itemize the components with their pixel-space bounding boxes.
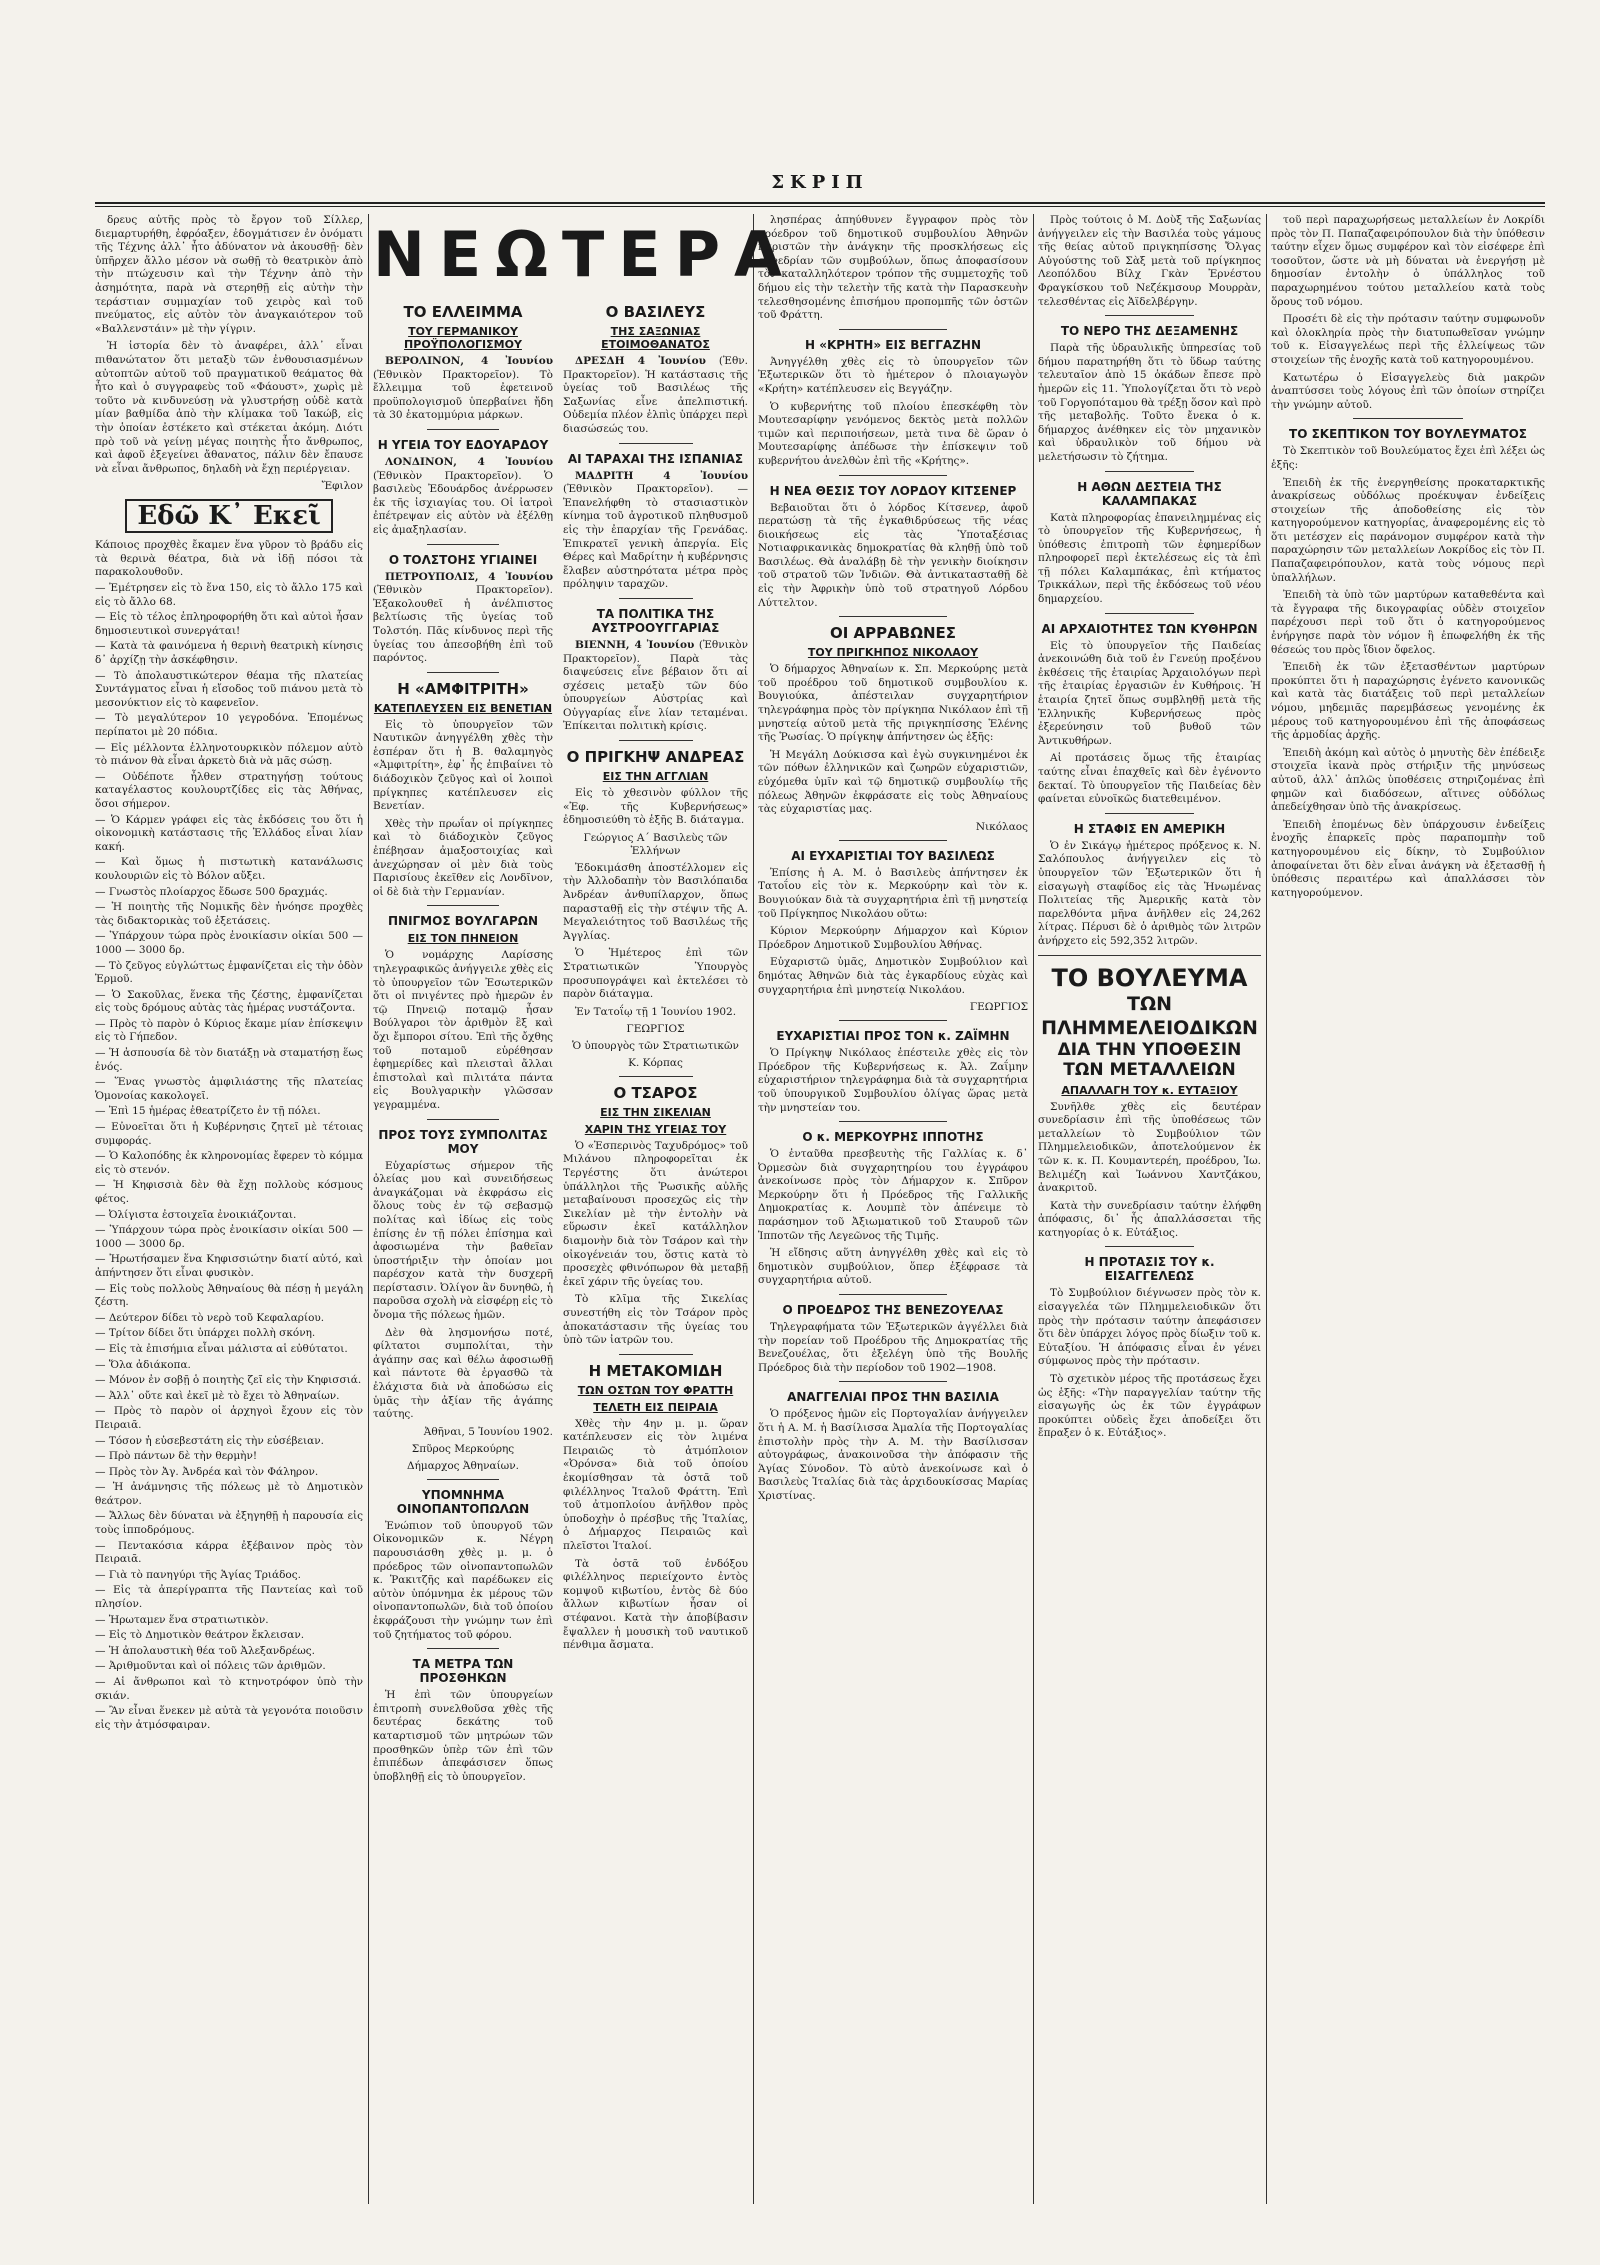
news-item: — Ὁ Κάρμεν γράφει εἰς τὰς ἐκδόσεις του ὅτι ἡ οἰκονομικὴ κατάστασις τῆς Ἑλλάδος εἶναι λίαν κακή. [95,813,363,853]
column-rule [1033,214,1034,2204]
article-headline: ΕΥΧΑΡΙΣΤΙΑΙ ΠΡΟΣ ΤΟΝ κ. ΖΑΪΜΗΝ [776,1029,1010,1044]
article-text: Εὐχαριστῶ ὑμᾶς, Δημοτικὸν Συμβούλιον καὶ δημότας Ἀθηνῶν διὰ τὰς ἐγκαρδίους εὐχὰς καὶ συγχαρητήρια ἐπὶ μνηστείᾳ Νικολάου. [758,956,1028,996]
article-text: Τὸ Σκεπτικὸν τοῦ Βουλεύματος ἔχει ἐπὶ λέξει ὡς ἑξῆς: [1271,445,1545,471]
news-item: — Ἡ Κηφισσιὰ δὲν θὰ ἔχῃ πολλοὺς κόσμους φέτος. [95,1179,363,1205]
divider [427,1119,499,1120]
article-headline: Ο κ. ΜΕΡΚΟΥΡΗΣ ΙΠΠΟΤΗΣ [802,1130,984,1145]
news-item: — Δεύτερον δίδει τὸ νερὸ τοῦ Κεφαλαρίου. [95,1311,325,1324]
article-text: (Ἐθνικὸν Πρακτορεῖον). Ὁ βασιλεὺς Ἐδουάρδος ἀνέρρωσεν ἐκ τῆς ἰσχιαγίας του. Οἱ ἰατροὶ ἐπέτρεψαν εἰς αὐτὸν νὰ ἐξέλθῃ εἰς ἀμαξηλασίαν. [373,469,553,536]
news-item: — Ὑπάρχουν τώρα πρὸς ἐνοικίασιν οἰκίαι 500 — 1000 — 3000 δρ. [95,1224,363,1250]
divider [839,616,947,617]
article-text: Εὐχαρίστως σήμερον τῆς ὀλείας μου καὶ συνειδήσεως ἀναγκάζομαι νὰ ἐκφράσω εἰς ὅλους τοὺς ἐν τῷ σεβασμῷ πολίτας καὶ ἰδίως εἰς τοὺς ἐπίσης ἐν τῇ πόλει ἐπίσημα καὶ ἀφοσιωμένα τὴν βαθεῖαν ὑποστήριξιν τὴν ὁποίαν μοι παρέσχον κατὰ τὴν δυσχερῆ περίστασιν. Ὀλίγον ἂν δυνηθῶ, ἡ παροῦσα σχολὴ νὰ εἰσφέρῃ εἰς τὸ ὄνομα τῆς πόλεως ἡμῶν. [373,1159,553,1322]
article-headline: ΠΝΙΓΜΟΣ ΒΟΥΛΓΑΡΩΝ [387,914,538,929]
article-text: Κατωτέρω ὁ Εἰσαγγελεὺς διὰ μακρῶν ἀναπτύσσει τοὺς λόγους ἐπὶ τῶν ὁποίων στηρίζει τὴν γνώμην αὐτοῦ. [1271,371,1545,411]
divider [1105,315,1194,316]
article-text: Ἡ Μεγάλη Δούκισσα καὶ ἐγὼ συγκινημένοι ἐκ τῶν πόθων ἐλληνικῶν καὶ ζωηρῶν εὐχαριστιῶν, εὐχόμεθα ὑμῖν καὶ τῷ δημοτικῷ συμβουλίῳ τῆς πόλεως Ἀθηνῶν ἐκφράσατε εἰς τοὺς Ἀθηναίους τὰς εὐχαριστίας μας. [758,748,1028,816]
newspaper-page [95,172,1545,2210]
article-text: Ἐπειδὴ ἐκ τῶν ἐξετασθέντων μαρτύρων προκύπτει ὅτι ἡ παραχώρησις ἐγένετο κανονικῶς καὶ κατὰ τὰς διατάξεις τοῦ περὶ μεταλλείων νόμου, μηδεμιᾶς παρεμβάσεως γενομένης ἐκ μέρους τοῦ κατηγορουμένου ἐπὶ τῆς ἀποφάσεως τῆς ἁρμοδίας ἀρχῆς. [1271,661,1545,742]
article-subheadline: ΧΑΡΙΝ ΤΗΣ ΥΓΕΙΑΣ ΤΟΥ [584,1122,727,1136]
column-3 [563,214,748,2204]
news-item: — Τὸ μεγαλύτερον 10 γεγροδόνα. Ἐπομένως περίπατοι μὲ 20 πόδια. [95,712,363,738]
signature: Ἔφιλον [321,480,363,493]
article-text: Ὁ νομάρχης Λαρίσσης τηλεγραφικῶς ἀνήγγειλε χθὲς εἰς τὸ ὑπουργεῖον τῶν Ἐσωτερικῶν ὅτι οἱ πνιγέντες πρὸ ἡμερῶν ἐν τῷ Πηνειῷ ποταμῷ ἦσαν Βούλγαροι τὸν ἀριθμὸν ἓξ καὶ ὄχι ἔμποροι σίτου. Ἐπὶ τῆς ὄχθης τοῦ ποταμοῦ εὑρέθησαν ἐφημερίδες καὶ πλεισταὶ ἄλλαι ἐπιστολαὶ καὶ πιλιτάτα πάντα εἰς Βουλγαρικὴν γλῶσσαν γεγραμμένα. [373,949,553,1111]
divider [1105,613,1194,614]
signature-title: Ὁ ὑπουργὸς τῶν Στρατιωτικῶν [572,1039,739,1052]
news-item: — Ἀριθμοῦνται καὶ οἱ πόλεις τῶν ἀριθμῶν. [95,1660,326,1673]
news-item: — Γιὰ τὸ πανηγύρι τῆς Ἁγίας Τριάδος. [95,1568,301,1581]
article-headline: Η ΜΕΤΑΚΟΜΙΔΗ [588,1361,723,1380]
article-text: Αἱ προτάσεις ὅμως τῆς ἑταιρίας ταύτης εἶναι ἐπαχθεῖς καὶ δὲν ἐγένοντο δεκταί. Τὸ ὑπουργεῖον τῆς Παιδείας δὲν φαίνεται εὐνοϊκῶς διατεθειμένον. [1038,752,1261,806]
article-text: Τὸ Συμβούλιον διέγνωσεν πρὸς τὸν κ. εἰσαγγελέα τῶν Πλημμελειοδικῶν ὅτι πρὸς τὴν πρότασιν ταύτην ἀπεφάσισεν ὅτι δὲν ὑπάρχει λόγος πρὸς δίωξιν τοῦ κ. Εὐταξίου. Ἡ ἀπόφασις εἶναι ἐν γένει σύμφωνος πρὸς τὴν πρότασιν. [1038,1287,1261,1368]
column-2 [373,214,553,2204]
column-6 [1271,214,1545,2204]
column-rule [1266,214,1267,2204]
article-text: τοῦ περὶ παραχωρήσεως μεταλλείων ἐν Λοκρίδι πρὸς τὸν Π. Παπαζαφειρόπουλον διὰ τὴν ὑπόθεσιν ταύτην εἶχεν ὅμως συμφέρον καὶ τὸν εἰσέφερε ἐπὶ τοσοῦτον, ὥστε νὰ μὴ δύναται νὰ ἐνεργήσῃ μὲ δημοσίαν ἐντολὴν ὁ ὑπάλληλος τοῦ παραχωρημένου τούτου μεταλλείου κατὰ τοὺς ὅρους τοῦ νόμου. [1271,214,1545,308]
signature-date: Ἐν Τατοΐῳ τῇ 1 Ἰουνίου 1902. [574,1005,737,1018]
article-headline: ΠΡΟΣ ΤΟΥΣ ΣΥΜΠΟΛΙΤΑΣ ΜΟΥ [378,1127,548,1156]
article-subheadline: ΚΑΤΕΠΛΕΥΣΕΝ ΕΙΣ ΒΕΝΕΤΙΑΝ [373,701,553,715]
divider [619,740,693,741]
news-item: — Εἰς μέλλοντα ἑλληνοτουρκικὸν πόλεμον αὐτὸ τὸ πιάνον θὰ εἶναι ἀρκετὸ διὰ νὰ μᾶς σώσῃ. [95,741,363,768]
article-text: Τὰ ὀστᾶ τοῦ ἐνδόξου φιλέλληνος περιείχοντο ἐντὸς κομψοῦ κιβωτίου, ἐντὸς δὲ δύο ἄλλων κιβωτίων ἦσαν οἱ στέφανοι. Κατὰ τὴν ἀποβίβασιν ἔψαλλεν ἡ μουσικὴ τοῦ ναυτικοῦ πένθιμα ἄσματα. [563,1557,748,1652]
divider [839,1020,947,1021]
article-text: Χθὲς τὴν 4ην μ. μ. ὥραν κατέπλευσεν εἰς τὸν λιμένα Πειραιῶς τὸ ἀτμόπλοιον «Ὀρόνσα» διὰ τοῦ ὁποίου ἐκομίσθησαν τὰ ὀστᾶ τοῦ φιλέλληνος Ἰταλοῦ Φράττη. Ἐπὶ τοῦ ἀτμοπλοίου ἀνῆλθον πρὸς ὑποδοχὴν ὁ πρέσβυς τῆς Ἰταλίας, ὁ Δήμαρχος Πειραιῶς καὶ πλεῖστοι Ἰταλοί. [563,1417,748,1553]
divider [619,443,693,444]
article-subheadline: ΤΕΛΕΤΗ ΕΙΣ ΠΕΙΡΑΙΑ [593,1400,718,1414]
article-headline: Η ΣΤΑΦΙΣ ΕΝ ΑΜΕΡΙΚΗ [1073,821,1226,836]
article-text: Παρὰ τῆς ὑδραυλικῆς ὑπηρεσίας τοῦ δήμου παρατηρήθη ὅτι τὸ ὕδωρ ταύτης τελευταῖον ἀπὸ 15 ὀκάδων ἔπεσε πρὸ ἡμερῶν εἰς 11. Ὑπολογίζεται ὅτι τὸ νερὸ τοῦ Γοργοπόταμου θὰ τρέξῃ ὅσον καὶ πρὸ τῆς μεταβολῆς. Τοῦτο ἔνεκα ὁ κ. δήμαρχος ἀνέθηκεν εἰς τὸν μηχανικὸν καὶ ὑδραυλικὸν τοῦ δήμου νὰ μελετήσωσιν τὸ ζήτημα. [1038,342,1261,463]
article-text: Ὁ ἐνταῦθα πρεσβευτὴς τῆς Γαλλίας κ. δ᾽ Ὀρμεσὼν διὰ συγχαρητηρίου του ἐγγράφου ἀνεκοίνωσε πρὸς τὸν Δήμαρχον κ. Σπῦρον Μερκούρην ὅτι ἡ Πρόεδρος τῆς Γαλλικῆς Δημοκρατίας κ. Λουμπὲ τὸν ἀπένειμε τὸ παράσημον τοῦ Ἀξιωματικοῦ τοῦ Σταυροῦ τῶν Ἱπποτῶν τῆς Λεγεῶνος τῆς Τιμῆς. [758,1148,1028,1242]
news-item: — Ἠρωτήσαμεν ἕνα Κηφισσιώτην διατί αὐτό, καὶ ἀπήντησεν ὅτι εἶναι φυσικὸν. [95,1253,363,1279]
article-text: (Ἐθνικὸν Πρακτορεῖον). Τὸ ἔλλειμμα τοῦ ἐφετεινοῦ προϋπολογισμοῦ ὑπερβαίνει ἤδη τὰ 30 ἑκατομμύρια μάρκων. [373,368,553,422]
article-headline: ΔΙΑ ΤΗΝ ΥΠΟΘΕΣΙΝ [1057,1039,1242,1060]
article-headline: ΑΙ ΑΡΧΑΙΟΤΗΤΕΣ ΤΩΝ ΚΥΘΗΡΩΝ [1041,621,1258,636]
divider [839,329,947,330]
news-item: — Πρὸς τὸν Ἀγ. Ἀνδρέα καὶ τὸν Φάληρον. [95,1465,319,1478]
news-item: — Εἰς τὸ τέλος ἐπληροφορήθη ὅτι καὶ αὐτοὶ ἦσαν δημοσιευτικοὶ συνεργάται! [95,611,363,637]
top-rule [95,202,1545,204]
news-item: — Κατὰ τὰ φαινόμενα ἡ θερινὴ θεατρικὴ κίνησις δ᾽ ἀρχίζῃ τὴν ἀσκέφθησιν. [95,640,363,667]
article-headline: ΤΟ ΒΟΥΛΕΥΜΑ [1051,963,1248,992]
article-headline: ΤΟ ΕΛΛΕΙΜΜΑ [403,303,523,321]
article-headline: Η ΠΡΟΤΑΣΙΣ ΤΟΥ κ. ΕΙΣΑΓΓΕΛΕΩΣ [1084,1255,1215,1284]
news-item: — Ἡ ποιητὴς τῆς Νομικῆς δὲν ἠνόησε προχθὲς τὰς διδακτορικὰς τοῦ ἐξετάσεις. [95,901,363,927]
article-headline: ΑΙ ΤΑΡΑΧΑΙ ΤΗΣ ΙΣΠΑΝΙΑΣ [567,451,744,466]
news-item: — Γνωστὸς πλοίαρχος ἔδωσε 500 δραχμάς. [95,885,328,898]
news-item: — Αἱ ἄνθρωποι καὶ τὸ κτηνοτρόφον ὑπὸ τὴν σκιάν. [95,1676,363,1702]
article-text: Ἀνηγγέλθη χθὲς εἰς τὸ ὑπουργεῖον τῶν Ἐξωτερικῶν ὅτι τὸ ἡμέτερον ὁ πλοιαγωγὸν «Κρήτη» κατέπλευσεν εἰς Βεγγάζην. [758,355,1028,395]
divider [427,1479,499,1480]
divider [1105,813,1194,814]
article-headline: Ο ΤΟΛΣΤΟΗΣ ΥΓΙΑΙΝΕΙ [388,552,538,567]
news-item: — Ἡρωταμεν ἕνα στρατιωτικὸν. [95,1613,269,1626]
article-text: Προσέτι δὲ εἰς τὴν πρότασιν ταύτην συμφωνοῦν καὶ ὁλοκληρία πρὸς τὴν διατυπωθεῖσαν γνώμην τοῦ κ. Εἰσαγγελέως περὶ τῆς ἐλλείψεως τῶν στοιχείων τῆς ἐνοχῆς κατὰ τοῦ κατηγορουμένου. [1271,313,1545,366]
article-text: Τὸ κλῖμα τῆς Σικελίας συνεστήθη εἰς τὸν Τσάρον πρὸς ἀποκατάστασιν τῆς ὑγείας του ὑπὸ τῶν ἰατρῶν του. [563,1293,748,1347]
news-item: — Ἄλλως δὲν δύναται νὰ ἐξηγηθῇ ἡ παρουσία εἰς τοὺς ἱπποδρόμους. [95,1510,363,1537]
article-text: Ἐπειδὴ ἀκόμη καὶ αὐτὸς ὁ μηνυτὴς δὲν ἐπέδειξε στοιχεῖα ἱκανὰ πρὸς στήριξιν τῆς μηνύσεως αὐτοῦ, ἀλλ᾽ ἀπλῶς ὑποθέσεις στηριζομένας ἐπὶ φημῶν καὶ διαδόσεων, αἵτινες οὐδόλως ἀπεδείχθησαν ὑπὸ τῆς ἀνακρίσεως. [1271,746,1545,814]
article-text: Κατὰ πληροφορίας ἐπανειλημμένας εἰς τὸ ὑπουργεῖον τῆς Κυβερνήσεως, ἡ ὑπόθεσις ἐπιτροπὴ τῶν ἐφημερίδων πληροφορεῖ περὶ ἐκτελέσεως εἰς τὰ ἐπὶ τῇ πόλει Καλαμπάκας, ἐπὶ κτήματος Τρικκάλων, περὶ τῆς ἐκδόσεως τοῦ νέου δημαρχείου. [1038,511,1261,606]
column-5 [1038,214,1261,2204]
article-text: (Ἐθν. Πρακτορεῖον). Ἡ κατάστασις τῆς ὑγείας τοῦ Βασιλέως τῆς Σαξωνίας εἶνε ἀπελπιστική. Οὐδεμία πλέον ἐλπὶς ὑπάρχει περὶ διασώσεώς του. [563,355,748,435]
article-headline: Ο ΒΑΣΙΛΕΥΣ [605,303,706,321]
article-text: Ἐπειδὴ τὰ ὑπὸ τῶν μαρτύρων καταθεθέντα καὶ τὰ ἔγγραφα τῆς δικογραφίας οὐδὲν στοιχεῖον παρέχουσι περὶ τοῦ ὅτι ὁ κατηγορούμενος ἐνήργησε παρὰ τὸν νόμον ἢ ἐπωφελήθη ἐκ τῆς θέσεώς του πρὸς ἴδιον ὄφελος. [1271,589,1545,656]
divider [619,598,693,599]
signature-name: Σπῦρος Μερκούρης [411,1442,515,1455]
news-item: — Καὶ ὅμως ἡ πιστωτικὴ κατανάλωσις κουλουριῶν εἰς τὸ Βόλον αὔξει. [95,856,363,882]
article-text: Ἡ ἐπὶ τῶν ὑπουργείων ἐπιτροπὴ συνελθοῦσα χθὲς τῆς δευτέρας δεκάτης τοῦ καταρτισμοῦ τῶν μητρώων τῶν προσθηκῶν ὑπὲρ τῶν ἐπὶ τῶν ἐπιπέδων ἀπεφάσισεν ὅπως ὑποβληθῇ εἰς τὸ ὑπουργεῖον. [373,1689,553,1783]
article-subheadline: ΤΟΥ ΓΕΡΜΑΝΙΚΟΥ ΠΡΟΫΠΟΛΟΓΙΣΜΟΥ [404,325,522,351]
article-headline: Ο ΤΣΑΡΟΣ [613,1083,698,1102]
news-item: — Εὐνοεῖται ὅτι ἡ Κυβέρνησις ζητεῖ μὲ τέτοιας συμφοράς. [95,1121,363,1147]
article-subheadline: ΑΠΑΛΛΑΓΗ ΤΟΥ κ. ΕΥΤΑΞΙΟΥ [1061,1083,1238,1097]
article-headline: ΟΙ ΑΡΡΑΒΩΝΕΣ [830,624,956,643]
article-text: Πρὸς τούτοις ὁ Μ. Δοὺξ τῆς Σαξωνίας ἀνήγγειλεν εἰς τὴν Βασιλέα τοὺς γάμους τῆς θείας αὐτοῦ πριγκηπίσσης Ὄλγας Αὐγούστης τοῦ Σὰξ μετὰ τοῦ πρίγκηπος Λεοπόλδου Βίλχ Γκὰν Ἐρνέστου Φραγκίσκου τοῦ Νεζέκμσουρ Μουρρὰν, τελεσθέντας εἰς Ἀϊδελβέργην. [1038,214,1261,308]
news-item: — Ἐπὶ 15 ἡμέρας ἐθεατρίζετο ἐν τῇ πόλει. [95,1105,321,1118]
article-text: Βεβαιοῦται ὅτι ὁ λόρδος Κίτσενερ, ἀφοῦ περατώσῃ τὰ τῆς ἐγκαθιδρύσεως τῆς νέας διοικήσεως εἰς τὰς Ὑποταξέσιας Νοτιαφρικανικὰς δημοκρατίας θὰ κληθῇ ὑπὸ τοῦ Βασιλέως. Θὰ ἀναλάβῃ δὲ τὴν γενικὴν διοίκησιν τοῦ στρατοῦ τῶν Ἰνδιῶν. Θὰ ἀντικατασταθῇ δὲ εἰς τὴν Ἀφρικὴν ὑπὸ τοῦ στρατηγοῦ Λόρδου Λύττελτον. [758,501,1028,609]
dateline: ΜΑΔΡΙΤΗ 4 Ἰουνίου [575,469,748,482]
news-items-list [95,539,363,1732]
article-text: Ὁ δήμαρχος Ἀθηναίων κ. Σπ. Μερκούρης μετὰ τοῦ προέδρου τοῦ δημοτικοῦ συμβουλίου κ. Βουγιούκα, ἀπέστειλαν συγχαρητήριον τηλεγράφημα πρὸς τὸν πρίγκηπα Νικόλαον ἐπὶ τῇ μνηστείᾳ αὐτοῦ μετὰ τῆς πριγκηπίσσης Ἑλένης τῆς Ῥωσίας. Ὁ πρίγκηψ ἀπήντησεν ὡς ἑξῆς: [758,663,1028,744]
section-title: ΝΕΩΤΕΡΑ [373,218,797,291]
news-item: — Πρὸ πάντων δὲ τὴν θερμὴν! [95,1450,258,1463]
news-item: Κάποιος προχθὲς ἔκαμεν ἕνα γῦρον τὸ βράδυ εἰς τὰ θερινὰ θέατρα, διὰ νὰ ἰδῇ πόσοι τὰ παρακολουθοῦν. [95,539,363,579]
article-headline: ΑΝΑΓΓΕΛΙΑΙ ΠΡΟΣ ΤΗΝ ΒΑΣΙΛΙΑ [787,1390,999,1405]
article-headline: ΤΩΝ ΜΕΤΑΛΛΕΙΩΝ [1063,1059,1236,1080]
divider [1353,418,1463,419]
article-text: Ἐπειδὴ ἑπομένως δὲν ὑπάρχουσιν ἐνδείξεις ἐνοχῆς ἐπαρκεῖς πρὸς παραπομπὴν τοῦ κατηγορουμένου εἰς δίκην, τὸ Συμβούλιον ἀποφαίνεται ὅτι δὲν εἶναι ἀνάγκη νὰ ἐξετασθῇ ἡ ὑπόθεσις περαιτέρω καὶ ἀπαλλάσσει τὸν κατηγορούμενον. [1271,818,1545,899]
article-text: λησπέρας ἀπηύθυνεν ἔγγραφον πρὸς τὸν πρόεδρον τοῦ δημοτικοῦ συμβουλίου Ἀθηνῶν παριστῶν τὴν ἀνάγκην τῆς προσκλήσεως εἰς συνεδρίαν τῶν συμβούλων, ὅπως ἀποφασίσουν τὸν καταλληλότερον τρόπον τῆς συμμετοχῆς τοῦ δήμου εἰς τὴν τελετὴν τῆς κατὰ τὴν Παρασκευὴν τελεσθησομένης ἐπισήμου προπομπῆς τῶν ὀστῶν τοῦ Φράττη. [758,214,1028,322]
divider [839,840,947,841]
article-text: Ὁ κυβερνήτης τοῦ πλοίου ἐπεσκέφθη τὸν Μουτεσαρίφην γενόμενος δεκτὸς μετὰ πολλῶν τιμῶν καὶ περιποιήσεων, μετὰ τινα δὲ ὥραν ὁ Μουτεσαρίφης ἀπέδωσε τὴν ἐπίσκεψιν τοῦ κυβερνήτου ἀνελθὼν ἐπὶ τῆς «Κρήτης». [758,400,1028,467]
article-text: Χθὲς τὴν πρωΐαν οἱ πρίγκηπες καὶ τὸ διάδοχικὸν ζεῦγος ἐπέβησαν ἀμαξοστοιχίας καὶ ἀνεχώρησαν οἱ μὲν διὰ τοὺς Παρισίους ἐκεῖθεν εἰς Λονδῖνον, οἱ δὲ διὰ τὴν Γερμανίαν. [373,817,553,898]
signature-title: Δήμαρχος Ἀθηναίων. [407,1459,519,1472]
article-text: Ἐπίσης ἡ Α. Μ. ὁ Βασιλεὺς ἀπήντησεν ἐκ Τατοΐου εἰς τὸν κ. Μερκούρην καὶ τὸν κ. Βουγιούκαν διὰ τὰ συγχαρητήρια ἐπὶ τῇ μνηστείᾳ τοῦ Πρίγκηπος Νικολάου οὕτω: [758,866,1028,920]
article-headline: ΤΑ ΠΟΛΙΤΙΚΑ ΤΗΣ ΑΥΣΤΡΟΟΥΓΓΑΡΙΑΣ [591,606,720,635]
article-headline: Η «ΚΡΗΤΗ» ΕΙΣ ΒΕΓΓΑΖΗΝ [804,337,981,352]
article-headline: Η ΥΓΕΙΑ ΤΟΥ ΕΔΟΥΑΡΔΟΥ [377,437,549,452]
article-headline: Η ΑΘΩΝ ΔΕΣΤΕΙΑ ΤΗΣ ΚΑΛΑΜΠΑΚΑΣ [1077,479,1222,508]
dateline: ΔΡΕΣΔΗ 4 Ἰουνίου [575,355,706,367]
news-item: — Εἰς τὸ Δημοτικὸν θεάτρον ἔκλεισαν. [95,1629,305,1642]
signature: Νικόλαος [975,820,1028,833]
divider [427,1648,499,1649]
signature-name: ΓΕΩΡΓΙΟΣ [626,1022,685,1035]
article-headline: ΤΟ ΝΕΡΟ ΤΗΣ ΔΕΞΑΜΕΝΗΣ [1060,324,1239,339]
article-subheadline: ΤΟΥ ΠΡΙΓΚΗΠΟΣ ΝΙΚΟΛΑΟΥ [807,646,979,660]
article-headline: ΥΠΟΜΝΗΜΑ ΟΙΝΟΠΑΝΤΟΠΩΛΩΝ [396,1487,530,1516]
article-text: Ἐπειδὴ ἐκ τῆς ἐνεργηθείσης προκαταρκτικῆς ἀνακρίσεως οὐδόλως προέκυψαν ἐνδείξεις στοιχείων τῆς ἀποδοθείσης εἰς τὸν κατηγορούμενον κατηγορίας, ἀναφερομένης εἰς τὸ ὅτι μετέσχεν εἰς παράνομον συμφέρον κατὰ τὴν παραχώρησιν τῶν μεταλλείων Λοκρίδος εἰς τὸν Π. Παπαζαφειρόπουλον, κατὰ τοὺς νόμους περὶ ὑπαλλήλων. [1271,476,1545,584]
column-rule [368,214,369,2204]
article-text: Ἐνώπιον τοῦ ὑπουργοῦ τῶν Οἰκονομικῶν κ. Νέγρη παρουσιάσθη χθὲς μ. μ. ὁ πρόεδρος τῶν οἰνοπαντοπωλῶν κ. Ῥακιτζῆς καὶ παρέδωκεν εἰς αὐτὸν ὑπόμνημα ἐκ μέρους τῶν οἰνοπαντοπωλῶν, διὰ τοῦ ὁποίου ἐκφράζουσι τὴν γνώμην των ἐπὶ τοῦ ζητήματος τοῦ φόρου. [373,1519,553,1641]
article-headline: Ο ΠΡΟΕΔΡΟΣ ΤΗΣ ΒΕΝΕΖΟΥΕΛΑΣ [782,1303,1004,1318]
top-rule-thin [95,206,1545,207]
article-text: Ἡ ἱστορία δὲν τὸ ἀναφέρει, ἀλλ᾽ εἶναι πιθανώτατον ὅτι μεταξὺ τῶν ἐνθουσιασμένων αὐτοπτῶν αὐτοῦ τοῦ πραγματικοῦ θεάματος θὰ ἦτο καὶ ὁ συγγραφεὺς τοῦ «Φάουστ», χωρὶς μὲ τοῦτο νὰ κινδυνεύσῃ νὰ γλυστρήσῃ οὐδὲ κατὰ μίαν βαθμίδα ἀπὸ τὴν κλίμακα τοῦ Ἰακώβ, εἰς τὴν ὁποίαν ἐστέκετο καὶ στέκεται ἀκόμη. Διότι πρὸ τοῦ νὰ γείνῃ μέγας ποιητὴς ἦτο ἄνθρωπος, καὶ ἀφοῦ ἐξεγείνει ἄθανατος, πάλιν δὲν ἔπαυσε νὰ εἶναι ἄνθρωπος, δηλαδὴ νὰ ἔχῃ περιέργειαν. [95,340,363,475]
divider [1038,955,1261,956]
article-text: Ὁ «Ἑσπερινὸς Ταχυδρόμος» τοῦ Μιλάνου πληροφορεῖται ἐκ Τεργέστης ὅτι ἀνώτεροι ὑπάλληλοι τῆς Ῥωσικῆς αὐλῆς μεταβαίνουσι προσεχῶς εἰς τὴν Σικελίαν μὲ τὴν ἐντολὴν νὰ εὕρωσιν ἐκεῖ κατάλληλον διαμονὴν διὰ τὸν Τσάρον καὶ τὴν οἰκογένειάν του, ὅστις κατὰ τὸ προσεχὲς φθινόπωρον θὰ μεταβῇ ἐκεῖ χάριν τῆς ὑγείας του. [563,1139,748,1288]
article-headline: Η «ΑΜΦΙΤΡΙΤΗ» [397,679,529,698]
divider [839,475,947,476]
article-headline: ΤΑ ΜΕΤΡΑ ΤΩΝ ΠΡΟΣΘΗΚΩΝ [412,1657,514,1686]
article-text: Ὁ Πρίγκηψ Νικόλαος ἐπέστειλε χθὲς εἰς τὸν Πρόεδρον τῆς Κυβερνήσεως κ. Ἀλ. Ζαΐμην εὐχαριστήριον τηλεγράφημα διὰ τὰ συγχαρητήρια τοῦ ὑπουργικοῦ Συμβουλίου ὀλίγας ὥρας μετὰ τὴν μνηστείαν του. [758,1047,1028,1114]
news-item: — Εἰς τὰ ἐπισήμια εἶναι μάλιστα αἱ εὐθύτατοι. [95,1342,348,1355]
decree-heading: Γεώργιος Α΄ Βασιλεὺς τῶν Ἑλλήνων [583,831,728,857]
column-1 [95,214,363,2204]
article-headline: ΤΟ ΣΚΕΠΤΙΚΟΝ ΤΟΥ ΒΟΥΛΕΥΜΑΤΟΣ [1289,427,1527,442]
article-headline-block [1038,964,1261,1080]
news-item: — Ὀλίγιστα ἐστοιχεῖα ἐνοικιάζονται. [95,1208,297,1221]
article-text: Κύριον Μερκούρην Δήμαρχον καὶ Κύριον Πρόεδρον Δημοτικοῦ Συμβουλίου Ἀθήνας. [758,925,1028,951]
article-headline: ΤΩΝ ΠΛΗΜΜΕΛΕΙΟΔΙΚΩΝ [1041,992,1258,1039]
column-heading: Εδῶ Κ᾽ Εκεῖ [125,499,333,533]
divider [427,672,499,673]
news-item: — Εἰς τοὺς πολλοὺς Ἀθηναίους θὰ πέσῃ ἡ μεγάλη ζέστη. [95,1282,363,1309]
article-text: Ὁ Ἡμέτερος ἐπὶ τῶν Στρατιωτικῶν Ὑπουργὸς προσυπογράψει καὶ ἐκτελέσει τὸ παρὸν διάταγμα. [563,947,748,1001]
divider [427,544,499,545]
signature-date: Ἀθῆναι, 5 Ἰουνίου 1902. [423,1425,553,1438]
article-text: (Ἐθνικὸν Πρακτορεῖον). Παρὰ τὰς διαψεύσεις εἶνε βέβαιον ὅτι αἱ σχέσεις μεταξὺ τῶν δύο ὑπουργείων Αὐστρίας καὶ Οὐγγαρίας εἶνε λίαν τεταμέναι. Ἐπίκειται πολιτικὴ κρίσις. [563,638,748,733]
article-text: δρευς αὐτῆς πρὸς τὸ ἔργον τοῦ Σίλλερ, διεμαρτυρήθη, ἐφρόαξεν, ἐδογμάτισεν ἐν ὀνόματι τῆς Τέχνης ἀλλ᾽ ἦτο ἀδύνατον νὰ ἀκουσθῇ· δὲν ὑπῆρχεν ἄλλο μέσον νὰ σωθῇ τὸ θεατρικὸν ἀπὸ τὴν πτώχευσιν καὶ τὴν Τέχνην ἀπὸ τὴν ἀσημότητα, παρὰ νὰ στερηθῇ εἰς αὐτὴν τὴν τεράστιαν συμμαχίαν τοῦ χειρὸς καὶ τοῦ πνεύματος, εἰς αὐτὸν τὸν ἀναγκαιότερον τοῦ «Βαλλενστάιν» μὲ τὴν γίγριν. [95,214,363,335]
divider [839,1294,947,1295]
news-item: — Ἐμέτρησεν εἰς τὸ ἕνα 150, εἰς τὸ ἄλλο 175 καὶ εἰς τὸ ἄλλο 68. [95,582,363,608]
news-item: — Ὁ Καλοπόδης ἐκ κληρονομίας ἔφερεν τὸ κόμμα εἰς τὸ στενόν. [95,1150,363,1176]
article-text: Συνῆλθε χθὲς εἰς δευτέραν συνεδρίασιν ἐπὶ τῆς ὑποθέσεως τῶν μεταλλείων τὸ Συμβούλιον τῶν Πλημμελειοδικῶν, ἀποτελούμενον ἐκ τῶν κ. κ. Π. Κουμαντερέη, προέδρου, Ἰω. Βελιμέζη καὶ Ἰωάννου Χαντζάκου, ἀνακριτοῦ. [1038,1100,1261,1195]
article-text: Ὁ ἐν Σικάγῳ ἡμέτερος πρόξενος κ. Ν. Σαλόπουλος ἀνήγγειλεν εἰς τὸ ὑπουργεῖον τῶν Ἐξωτερικῶν ὅτι ἡ εἰσαγωγὴ σταφίδος εἰς τὰς Ἡνωμένας Πολιτείας τῆς Ἀμερικῆς κατὰ τὸν παρελθόντα μῆνα ἀνῆλθεν εἰς 24,262 λίτρας. Πέρυσι δὲ ὁ ἀριθμὸς τῶν λιτρῶν ἀνήρχετο εἰς 592,352 λιτρῶν. [1038,839,1261,947]
article-subheadline: ΕΙΣ ΤΟΝ ΠΗΝΕΙΟΝ [407,932,519,946]
article-text: Ἡ εἴδησις αὕτη ἀνηγγέλθη χθὲς καὶ εἰς τὸ δημοτικὸν συμβούλιον, ὅπερ ἐξέφρασε τὰ συγχαρητήρια αὐτοῦ. [758,1247,1028,1287]
article-text: Δὲν θὰ λησμονήσω ποτέ, φίλτατοι συμπολίται, τὴν ἀγάπην σας καὶ θέλω ἀφοσιωθῇ καὶ πάντοτε θὰ ἐργασθῶ τὰ ἐλάχιστα διὰ νὰ ἀποδώσω εἰς ὑμᾶς τὴν ἀξίαν τῆς ἀγάπης ταύτης. [373,1326,553,1421]
divider [619,1076,693,1077]
news-item: — Τρίτον δίδει ὅτι ὑπάρχει πολλὴ σκόνη. [95,1327,316,1340]
signature: ΓΕΩΡΓΙΟΣ [969,1001,1028,1014]
masthead: ΣΚΡΙΠ [771,172,869,193]
news-item: — Μόνον ἐν σοβῇ ὁ ποιητὴς ζεῖ εἰς τὴν Κηφισσιά. [95,1374,362,1387]
article-headline: Ο ΠΡΙΓΚΗΨ ΑΝΔΡΕΑΣ [566,748,745,767]
divider [427,905,499,906]
article-subheadline: ΕΙΣ ΤΗΝ ΣΙΚΕΛΙΑΝ [600,1105,711,1119]
article-headline: Η ΝΕΑ ΘΕΣΙΣ ΤΟΥ ΛΟΡΔΟΥ ΚΙΤΣΕΝΕΡ [769,483,1017,498]
article-text: (Ἐθνικὸν Πρακτορεῖον). Ἐξακολουθεῖ ἡ ἀνέλπιστος βελτίωσις τῆς ὑγείας τοῦ Τολστόη. Πᾶς κίνδυνος περὶ τῆς ὑγείας του ἀπεσοβήθη ἐπὶ τοῦ παρόντος. [373,584,553,665]
signature-name: Κ. Κόρπας [628,1056,683,1069]
news-item: — Τόσον ἡ εὐσεβεστάτη εἰς τὴν εὐσέβειαν. [95,1434,324,1447]
article-subheadline: ΕΙΣ ΤΗΝ ΑΓΓΛΙΑΝ [602,770,709,784]
article-text: (Ἐθνικὸν Πρακτορεῖον). — Ἐπανελήφθη τὸ στασιαστικὸν κίνημα τοῦ ἀγροτικοῦ πληθυσμοῦ εἰς τὴν ἐπαρχίαν τῆς Γρενάδας. Ἐπικρατεῖ γενικὴ ἀπεργία. Εἰς Θέρες καὶ Μαδρίτην ἡ κυβέρνησις ἔλαβεν αὐστηρότατα μέτρα πρὸς πρόληψιν ταραχῶν. [563,483,748,591]
article-text: Εἰς τὸ ὑπουργεῖον τῆς Παιδείας ἀνεκοινώθη διὰ τοῦ ἐν Γενεύῃ προξένου ἐκθέσεις τῆς ἑταιρίας Ἀρχαιολόγων περὶ τῆς ἑταιρίας ἐργασιῶν ἐν Κυθήροις. Ἡ ἑταιρία ζητεῖ ὅπως συμβληθῇ μετὰ τῆς Ἑλληνικῆς Κυβερνήσεως πρὸς ἐξερεύνησιν τοῦ βυθοῦ τῶν Ἀντικυθήρων. [1038,639,1261,747]
divider [427,429,499,430]
news-item: — Πεντακόσια κάρρα ἐξέβαινον πρὸς τὸν Πειραιᾶ. [95,1539,363,1566]
dateline: ΒΕΡΟΛΙΝΟΝ, 4 Ἰουνίου [385,355,553,367]
divider [839,1381,947,1382]
column-4 [758,214,1028,2204]
article-subheadline: ΤΗΣ ΣΑΞΩΝΙΑΣ ΕΤΟΙΜΟΘΑΝΑΤΟΣ [601,325,710,351]
column-rule [753,214,754,2204]
news-item: — Ἀλλ᾽ οὔτε καὶ ἐκεῖ μὲ τὸ ἔχει τὸ Ἀθηναίων. [95,1389,340,1402]
news-item: — Πρὸς τὸ παρὸν οἱ ἀρχηγοὶ ἔχουν εἰς τὸν Πειραιᾶ. [95,1405,363,1431]
article-text: Κατὰ τὴν συνεδρίασιν ταύτην ἐλήφθη ἀπόφασις, δι᾽ ἧς ἀπαλλάσσεται τῆς κατηγορίας ὁ κ. Εὐτάξιος. [1038,1199,1261,1239]
article-text: Τὸ σχετικὸν μέρος τῆς προτάσεως ἔχει ὡς ἑξῆς: «Τὴν παραγγελίαν ταύτην τῆς εἰσαγωγῆς ὡς ἐκ τῶν ἐγγράφων προκύπτει οὐδεὶς ἔχει ἀποδείξει ὅτι ἔπραξεν ὁ κ. Εὐτάξιος». [1038,1373,1261,1440]
divider [1105,471,1194,472]
news-item: — Ἂν εἶναι ἕνεκεν μὲ αὐτὰ τὰ γεγονότα ποιοῦσιν εἰς τὴν ἀτμόσφαιραν. [95,1705,363,1731]
article-text: Εἰς τὸ χθεσινὸν φύλλον τῆς «Ἐφ. τῆς Κυβερνήσεως» ἐδημοσιεύθη τὸ ἑξῆς Β. διάταγμα. [563,787,748,827]
news-item: — Εἰς τὰ ἀπερίγραπτα τῆς Παντείας καὶ τοῦ πλησίον. [95,1584,363,1611]
news-item: — Οὐδέποτε ἦλθεν στρατηγήσῃ τούτους καταγέλαστος κουλουρτζίδες εἰς τὰς Ἀθήνας, ὅσοι σήμερον. [95,770,363,810]
news-item: — Τὸ ζεῦγος εὐγλώττως ἐμφανίζεται εἰς τὴν ὁδὸν Ἑρμοῦ. [95,959,363,986]
article-text: Εἰς τὸ ὑπουργεῖον τῶν Ναυτικῶν ἀνηγγέλθη χθὲς τὴν ἑσπέραν ὅτι ἡ Β. θαλαμηγὸς «Ἀμφιτρίτη», ἐφ᾽ ἧς ἐπιβαίνει τὸ διάδοχικὸν ζεῦγος καὶ οἱ λοιποὶ πρίγκηπες κατέπλευσεν εἰς Βενετίαν. [373,718,553,813]
news-item: — Ἕνας γνωστὸς ἀμφιλιάστης τῆς πλατείας Ὁμονοίας κακολογεῖ. [95,1076,363,1102]
article-headline: ΑΙ ΕΥΧΑΡΙΣΤΙΑΙ ΤΟΥ ΒΑΣΙΛΕΩΣ [791,848,995,863]
news-item: — Πρὸς τὸ παρὸν ὁ Κύριος ἔκαμε μίαν ἐπίσκεψιν εἰς τὸ Γήπεδον. [95,1017,363,1044]
news-item: — Ἡ ἀσπουσία δὲ τὸν διατάξῃ νὰ σταματήσῃ ἕως ἑνός. [95,1047,363,1073]
divider [1105,1246,1194,1247]
news-item: — Τὸ ἀπολαυστικώτερον θέαμα τῆς πλατείας Συντάγματος εἶναι ἡ εἴσοδος τοῦ πιάνου μετὰ τὸ μεσονύκτιον εἰς τὸ καφενεῖον. [95,669,363,709]
article-subheadline: ΤΩΝ ΟΣΤΩΝ ΤΟΥ ΦΡΑΤΤΗ [577,1383,734,1397]
news-item: — Ὑπάρχουν τώρα πρὸς ἐνοικίασιν οἰκίαι 500 — 1000 — 3000 δρ. [95,930,363,956]
dateline: ΠΕΤΡΟΥΠΟΛΙΣ, 4 Ἰουνίου [385,570,553,583]
dateline: ΒΙΕΝΝΗ, 4 Ἰουνίου [575,638,695,651]
dateline: ΛΟΝΔΙΝΟΝ, 4 Ἰουνίου [385,455,553,468]
article-text: Τηλεγραφήματα τῶν Ἐξωτερικῶν ἀγγέλλει διὰ τὴν πορείαν τοῦ Προέδρου τῆς Δημοκρατίας τῆς Βενεζουέλας, ὅτι ἐξελέγη ὑπὸ τῆς Βουλῆς Πρόεδρος διὰ τὴν περίοδον τοῦ 1902—1908. [758,1321,1028,1374]
news-item: — Ὁ Σακοῦλας, ἕνεκα τῆς ζέστης, ἐμφανίζεται εἰς τοὺς δρόμους αὐτὰς τὰς ἡμέρας νυστάζοντα. [95,988,363,1015]
divider [839,1121,947,1122]
news-item: — Ἡ ἀνάμνησις τῆς πόλεως μὲ τὸ Δημοτικὸν θεάτρον. [95,1481,363,1507]
article-text: Ἐδοκιμάσθη ἀποστέλλομεν εἰς τὴν Ἀλλοδαπὴν τὸν Βασιλόπαιδα Ἀνδρέαν ἀνθυπίλαρχον, ὅπως παρασταθῇ εἰς τὴν στέψιν τῆς Α. Μεγαλειότητος τοῦ Βασιλέως τῆς Ἀγγλίας. [563,861,748,942]
news-item: — Ἡ ἀπολαυστικὴ θέα τοῦ Ἀλεξανδρέως. [95,1644,316,1657]
article-text: Ὁ πρόξενος ἡμῶν εἰς Πορτογαλίαν ἀνήγγειλεν ὅτι ἡ Α. Μ. ἡ Βασίλισσα Ἀμαλία τῆς Πορτογαλίας ἐπιστολὴν πρὸς τὴν Α. Μ. τὴν Βασίλισσαν αὐτογράφως, ἀνακοινοῦσα τὴν ἀπόφασιν τῆς Ἁγίας Σύνοδον. Τὸ αὐτὸ ἀνεκοίνωσε καὶ ὁ Βασιλεὺς Ἰταλίας διὰ τὰς ἀρχιδουκίσσας Μαρίας Χριστίνας. [758,1408,1028,1502]
news-item: — Ὅλα ἀδιάκοπα. [95,1358,191,1371]
divider [619,1354,693,1355]
